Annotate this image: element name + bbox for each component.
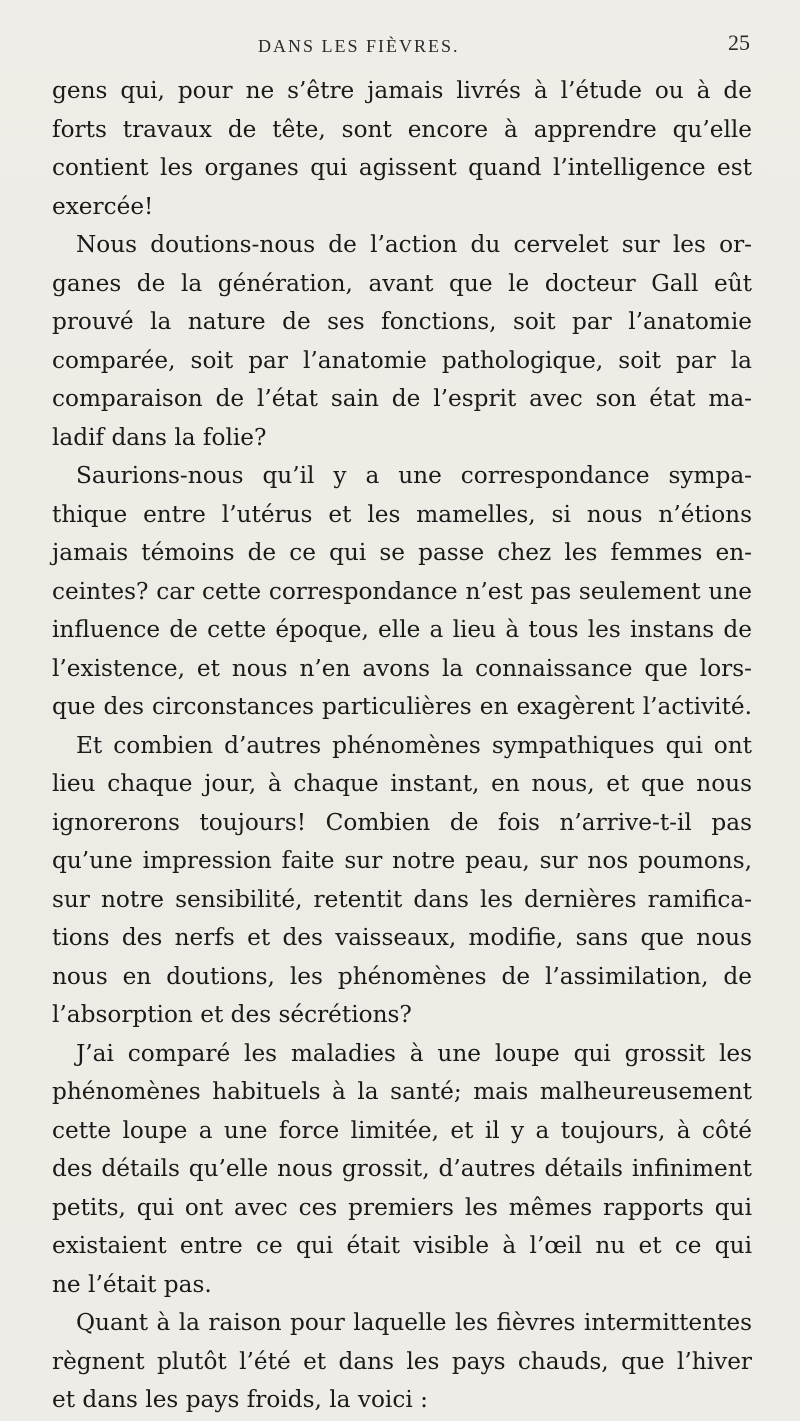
running-head: DANS LES FIÈVRES. (258, 36, 460, 56)
text-line: exercée! (52, 192, 154, 220)
text-line: existaient entre ce qui était visible à l’œil nu et ce qui (52, 1232, 752, 1259)
page-header (0, 30, 800, 60)
text-line: ignorerons toujours! Combien de fois n’arrive-t-il pas (52, 808, 752, 836)
text-line: tions des nerfs et des vaisseaux, modifie, sans que nous (52, 924, 752, 951)
text-line: Saurions-nous qu’il y a une correspondance sympa- (76, 462, 752, 489)
text-line: J’ai comparé les maladies à une loupe qui grossit les (76, 1039, 752, 1067)
text-line: sur notre sensibilité, retentit dans les dernières ramifica- (52, 885, 752, 913)
text-line: Nous doutions-nous de l’action du cervelet sur les or- (76, 231, 752, 258)
text-line: thique entre l’utérus et les mamelles, si nous n’étions (52, 500, 752, 528)
text-line: ne l’était pas. (52, 1270, 212, 1298)
text-line: petits, qui ont avec ces premiers les mêmes rapports qui (52, 1193, 752, 1221)
text-line: qu’une impression faite sur notre peau, sur nos poumons, (52, 847, 752, 874)
text-line: comparée, soit par l’anatomie pathologique, soit par la (52, 346, 752, 374)
text-line: l’absorption et des sécrétions? (52, 1001, 412, 1028)
text-line: Quant à la raison pour laquelle les fièvres intermittentes (76, 1309, 752, 1336)
text-line: comparaison de l’état sain de l’esprit avec son état ma- (52, 385, 752, 412)
text-line: l’existence, et nous n’en avons la connaissance que lors- (52, 654, 752, 682)
text-line: nous en doutions, les phénomènes de l’assimilation, de (52, 962, 752, 990)
text-line: ladif dans la folie? (52, 423, 267, 451)
text-line: ganes de la génération, avant que le docteur Gall eût (52, 269, 752, 297)
body-text (52, 72, 752, 1420)
text-line: lieu chaque jour, à chaque instant, en nous, et que nous (52, 770, 752, 797)
text-line: phénomènes habituels à la santé; mais malheureusement (52, 1078, 752, 1105)
text-line: et dans les pays froids, la voici : (52, 1386, 428, 1413)
text-line: Et combien d’autres phénomènes sympathiques qui ont (76, 731, 752, 759)
text-line: jamais témoins de ce qui se passe chez les femmes en- (52, 539, 752, 566)
text-line: ceintes? car cette correspondance n’est pas seulement une (52, 577, 752, 605)
text-line: prouvé la nature de ses fonctions, soit par l’anatomie (52, 308, 752, 335)
text-line: des détails qu’elle nous grossit, d’autres détails infiniment (52, 1155, 752, 1182)
text-line: gens qui, pour ne s’être jamais livrés à l’étude ou à de (52, 77, 752, 104)
page-number: 25 (728, 30, 750, 55)
text-line: cette loupe a une force limitée, et il y a toujours, à côté (52, 1116, 752, 1144)
text-line: que des circonstances particulières en exagèrent l’activité. (52, 693, 752, 720)
text-line: contient les organes qui agissent quand l’intelligence est (52, 154, 752, 181)
text-line: forts travaux de tête, sont encore à apprendre qu’elle (52, 115, 752, 143)
text-line: règnent plutôt l’été et dans les pays chauds, que l’hiver (52, 1347, 752, 1375)
text-line: influence de cette époque, elle a lieu à tous les instans de (52, 616, 752, 643)
